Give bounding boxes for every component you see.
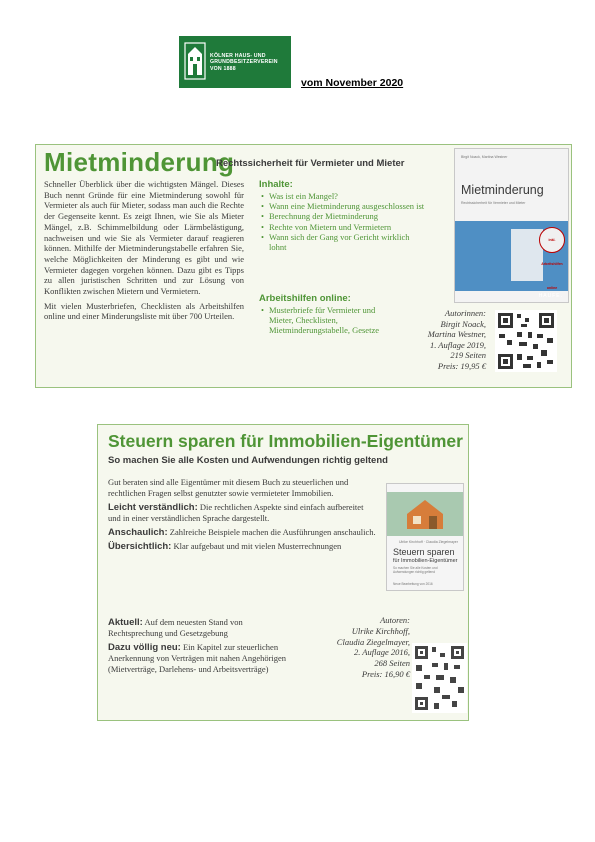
ad-description: [44, 179, 244, 326]
book-authors: Ulrike Kirchhoff · Claudia Ziegelmayer: [399, 540, 458, 544]
feature-point: Übersichtlich: Klar aufgebaut und mit vielen Musterrechnungen: [108, 541, 342, 552]
book-authors: Birgit Noack, Martina Westner: [461, 155, 508, 159]
feature-point: Dazu völlig neu: Ein Kapitel zur steuerlichen Anerkennung von Verträgen mit nahen Angehörigen (Mietverträge, Darlehens- und Arbeitsverträge): [108, 642, 287, 674]
association-logo: [179, 36, 291, 88]
list-item: • Berechnung der Mietminderung: [269, 211, 429, 221]
mietminderung-ad: [35, 144, 572, 388]
paragraph: Schneller Überblick über die wichtigsten Mängel. Dieses Buch nennt Gründe für eine Mietminderung sowohl für Vermieter als auch für Mieter, sodass man auch die Rechte der Gegenseite kennt. Es zeigt Ihnen, wie Sie als Mieter Mängel, z.B. Schimmelbildung oder Lärmbelästigung, nachweisen und wie Sie als Vermieter darauf reagieren können. Mithilfe der Mietminderungstabelle erfahren Sie, welche Möglichkeiten der Minderung es gibt und wie Vermieter dagegen vorgehen können. Dazu gibt es Tipps zu allen juristischen Schritten und zur Lösung von Konflikten zwischen Mietern und Vermietern.: [44, 179, 244, 297]
house-icon: [405, 498, 445, 530]
ad-description-cont: [108, 617, 288, 678]
paragraph: Mit vielen Musterbriefen, Checklisten als Arbeitshilfen online und einer Minderungsliste mit über 700 Urteilen.: [44, 300, 244, 322]
author-info: Autoren: Ulrike Kirchhoff, Claudia Ziegelmayer, 2. Auflage 2016, 268 Seiten Preis: 16,90 €: [336, 615, 410, 679]
book-subtitle: So machen Sie alle Kosten und Aufwendungen richtig geltend: [393, 566, 438, 574]
book-title-line2: für Immobilien-Eigentümer: [393, 558, 458, 564]
book-subtitle: Rechtssicherheit für Vermieter und Mieter: [461, 201, 526, 205]
paragraph: Gut beraten sind alle Eigentümer mit diesem Buch zu steuerlichen und rechtlichen Fragen selbst genutzter sowie vermieteter Immobilien.: [108, 477, 349, 498]
feature-point: Leicht verständlich: Die rechtlichen Aspekte sind einfach aufbereitet und in einer verständlichen Sprache dargestellt.: [108, 502, 364, 523]
window-image: [511, 229, 543, 281]
logo-text: KÖLNER HAUS- UND GRUNDBESITZERVEREIN VON 1888: [210, 53, 278, 72]
book-cover: [386, 483, 464, 591]
issue-date: vom November 2020: [301, 77, 404, 89]
qr-code-icon: [412, 643, 467, 713]
feature-point: Anschaulich: Zahlreiche Beispiele machen die Ausführungen anschaulich.: [108, 527, 376, 538]
book-cover: [454, 148, 569, 303]
list-item: • Wann sich der Gang vor Gericht wirklich lohnt: [269, 232, 429, 252]
qr-code-icon: [495, 310, 557, 372]
online-badge: inkl. Arbeitshilfen online: [539, 227, 565, 253]
book-title: Steuern sparen: [393, 547, 455, 557]
list-item: • Wann eine Mietminderung ausgeschlossen ist: [269, 201, 429, 211]
steuern-sparen-ad: [97, 424, 469, 721]
online-tools: [259, 293, 399, 336]
contents-heading: Inhalte:: [259, 179, 293, 190]
book-title: Mietminderung: [461, 183, 544, 197]
ad-subtitle: So machen Sie alle Kosten und Aufwendungen richtig geltend: [108, 455, 388, 466]
feature-point: Aktuell: Auf dem neuesten Stand von Rechtsprechung und Gesetzgebung: [108, 617, 243, 638]
list-item: • Rechte von Mietern und Vermietern: [269, 222, 429, 232]
list-item: • Was ist ein Mangel?: [269, 191, 429, 201]
contents-list: [259, 179, 429, 252]
ad-description: [108, 477, 378, 555]
ad-title: Steuern sparen für Immobilien-Eigentümer: [108, 431, 463, 451]
list-item: • Musterbriefe für Vermieter und Mieter, Checklisten, Mietminderungstabelle, Gesetze: [269, 305, 399, 336]
publisher-logo: HAUFE.: [538, 293, 563, 299]
ad-subtitle: Rechtssicherheit für Vermieter und Mieter: [216, 158, 405, 169]
tools-heading: Arbeitshilfen online:: [259, 293, 351, 304]
ad-title: Mietminderung: [44, 147, 235, 177]
coat-of-arms-icon: [184, 42, 206, 80]
author-info: Autorinnen: Birgit Noack, Martina Westner, 1. Auflage 2019, 219 Seiten Preis: 19,95 €: [427, 308, 486, 371]
book-edition: Neue Bearbeitung von 2016: [393, 582, 433, 586]
